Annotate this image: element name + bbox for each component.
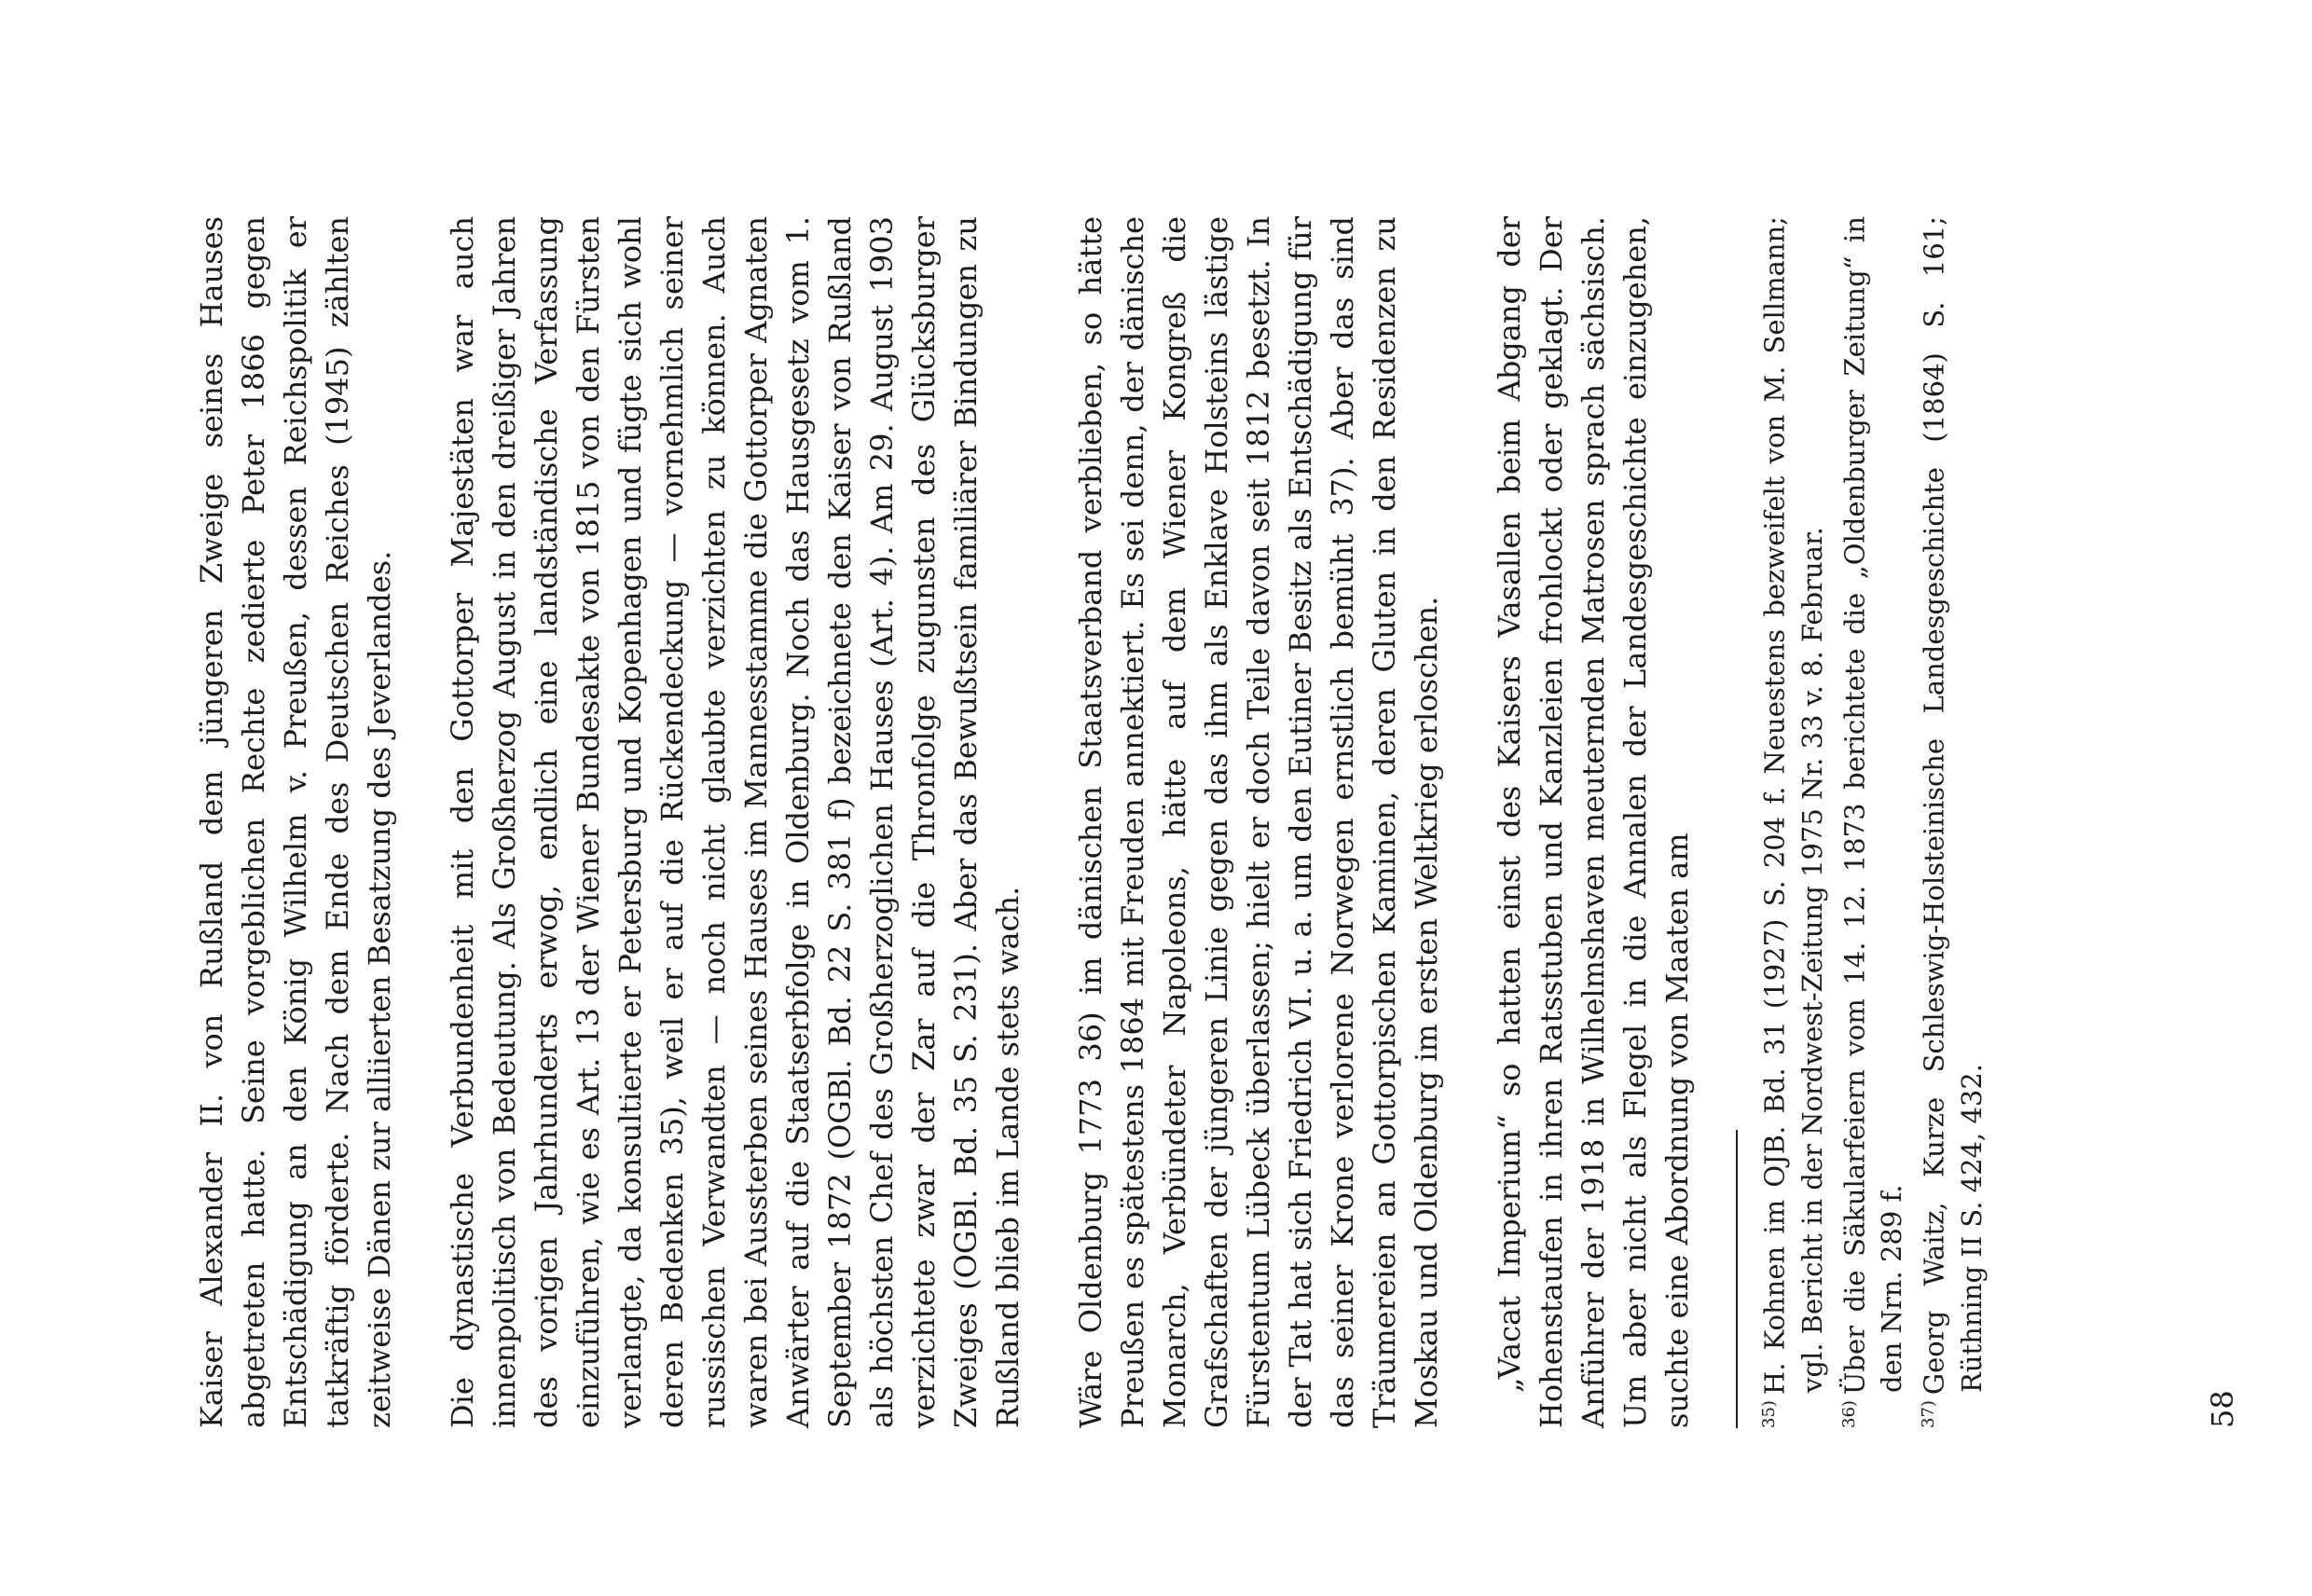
page-number: 58 bbox=[2205, 1390, 2240, 1428]
footnote-text: Über die Säkularfeiern vom 14. 12. 1873 berichtete die „Oldenburger Zeitung“ in den Nrn. 289 f. bbox=[1838, 216, 1908, 1396]
paragraph-2: Die dynastische Verbundenheit mit den Gottorper Majestäten war auch innenpolitisch von Bedeutung. Als Großherzog August in den dreißiger Jahren des vorigen Jahrhunderts erwog, endlich eine landständische Verfassung einzuführen, wie es Art. 13 der Wiener Bundesakte von 1815 von den Fürsten verlangte, da konsultierte er Petersburg und Kopenhagen und fügte sich wohl deren Bedenken 35), weil er auf die Rückendeckung — vornehmlich seiner russischen Verwandten — noch nicht glaubte verzichten zu können. Auch waren bei Aussterben seines Hauses im Mannesstamme die Gottorper Agnaten Anwärter auf die Staatserbfolge in Oldenburg. Noch das Hausgesetz vom 1. September 1872 (OGBl. Bd. 22 S. 381 f) bezeichnete den Kaiser von Rußland als höchsten Chef des Großherzoglichen Hauses (Art. 4). Am 29. August 1903 verzichtete zwar der Zar auf die Thronfolge zugunsten des Glücksburger Zweiges (OGBl. Bd. 35 S. 231). Aber das Bewußtsein familiärer Bindungen zu Rußland blieb im Lande stets wach. bbox=[445, 216, 1025, 1428]
footnote-37 bbox=[1910, 216, 1990, 1428]
paragraph-gap bbox=[1029, 216, 1070, 1428]
text-block bbox=[191, 216, 1990, 1428]
footnote-35 bbox=[1751, 216, 1831, 1428]
paragraph-3: Wäre Oldenburg 1773 36) im dänischen Staatsverband verblieben, so hätte Preußen es spätestens 1864 mit Freuden annektiert. Es sei denn, der dänische Monarch, Verbündeter Napoleons, hätte auf dem Wiener Kongreß die Grafschaften der jüngeren Linie gegen das ihm als Enklave Holsteins lästige Fürstentum Lübeck überlassen; hielt er doch Teile davon seit 1812 besetzt. In der Tat hat sich Friedrich VI. u. a. um den Eutiner Besitz als Entschädigung für das seiner Krone verlorene Norwegen ernstlich bemüht 37). Aber das sind Träumereien an Gottorpischen Kaminen, deren Gluten in den Residenzen zu Moskau und Oldenburg im ersten Weltkrieg erloschen. bbox=[1073, 216, 1444, 1428]
paragraph-1: Kaiser Alexander II. von Rußland dem jüngeren Zweige seines Hauses abgetreten hatte. Seine vorgeblichen Rechte zedierte Peter 1866 gegen Entschädigung an den König Wilhelm v. Preußen, dessen Reichspolitik er tatkräftig förderte. Nach dem Ende des Deutschen Reiches (1945) zählten zeitweise Dänen zur alliierten Besatzung des Jeverlandes. bbox=[194, 216, 397, 1428]
footnote-mark: 35) bbox=[1759, 1400, 1779, 1428]
paragraph-4: „Vacat Imperium“ so hatten einst des Kaisers Vasallen beim Abgang der Hohenstaufen in ihren Ratsstuben und Kanzleien frohlockt oder geklagt. Der Anführer der 1918 in Wilhelmshaven meuternden Matrosen sprach sächsisch. Um aber nicht als Flegel in die Annalen der Landesgeschichte einzugehen, suchte eine Abordnung von Maaten am bbox=[1492, 216, 1695, 1428]
footnote-text: Georg Waitz, Kurze Schleswig-Holsteinische Landesgeschichte (1864) S. 161; Rüthning II S. 424, 432. bbox=[1918, 216, 1988, 1396]
footnote-mark: 36) bbox=[1838, 1400, 1859, 1428]
footnote-rule bbox=[1736, 1130, 1738, 1428]
footnote-mark: 37) bbox=[1919, 1400, 1939, 1428]
paragraph-gap bbox=[401, 216, 442, 1428]
footnote-text: H. Kohnen im OJB. Bd. 31 (1927) S. 204 f. Neuestens bezweifelt von M. Sellmann; vgl. Bericht in der Nordwest-Zeitung 1975 Nr. 33 v. 8. Februar. bbox=[1758, 216, 1828, 1396]
footnote-36 bbox=[1831, 216, 1911, 1428]
paragraph-gap bbox=[1448, 216, 1489, 1428]
